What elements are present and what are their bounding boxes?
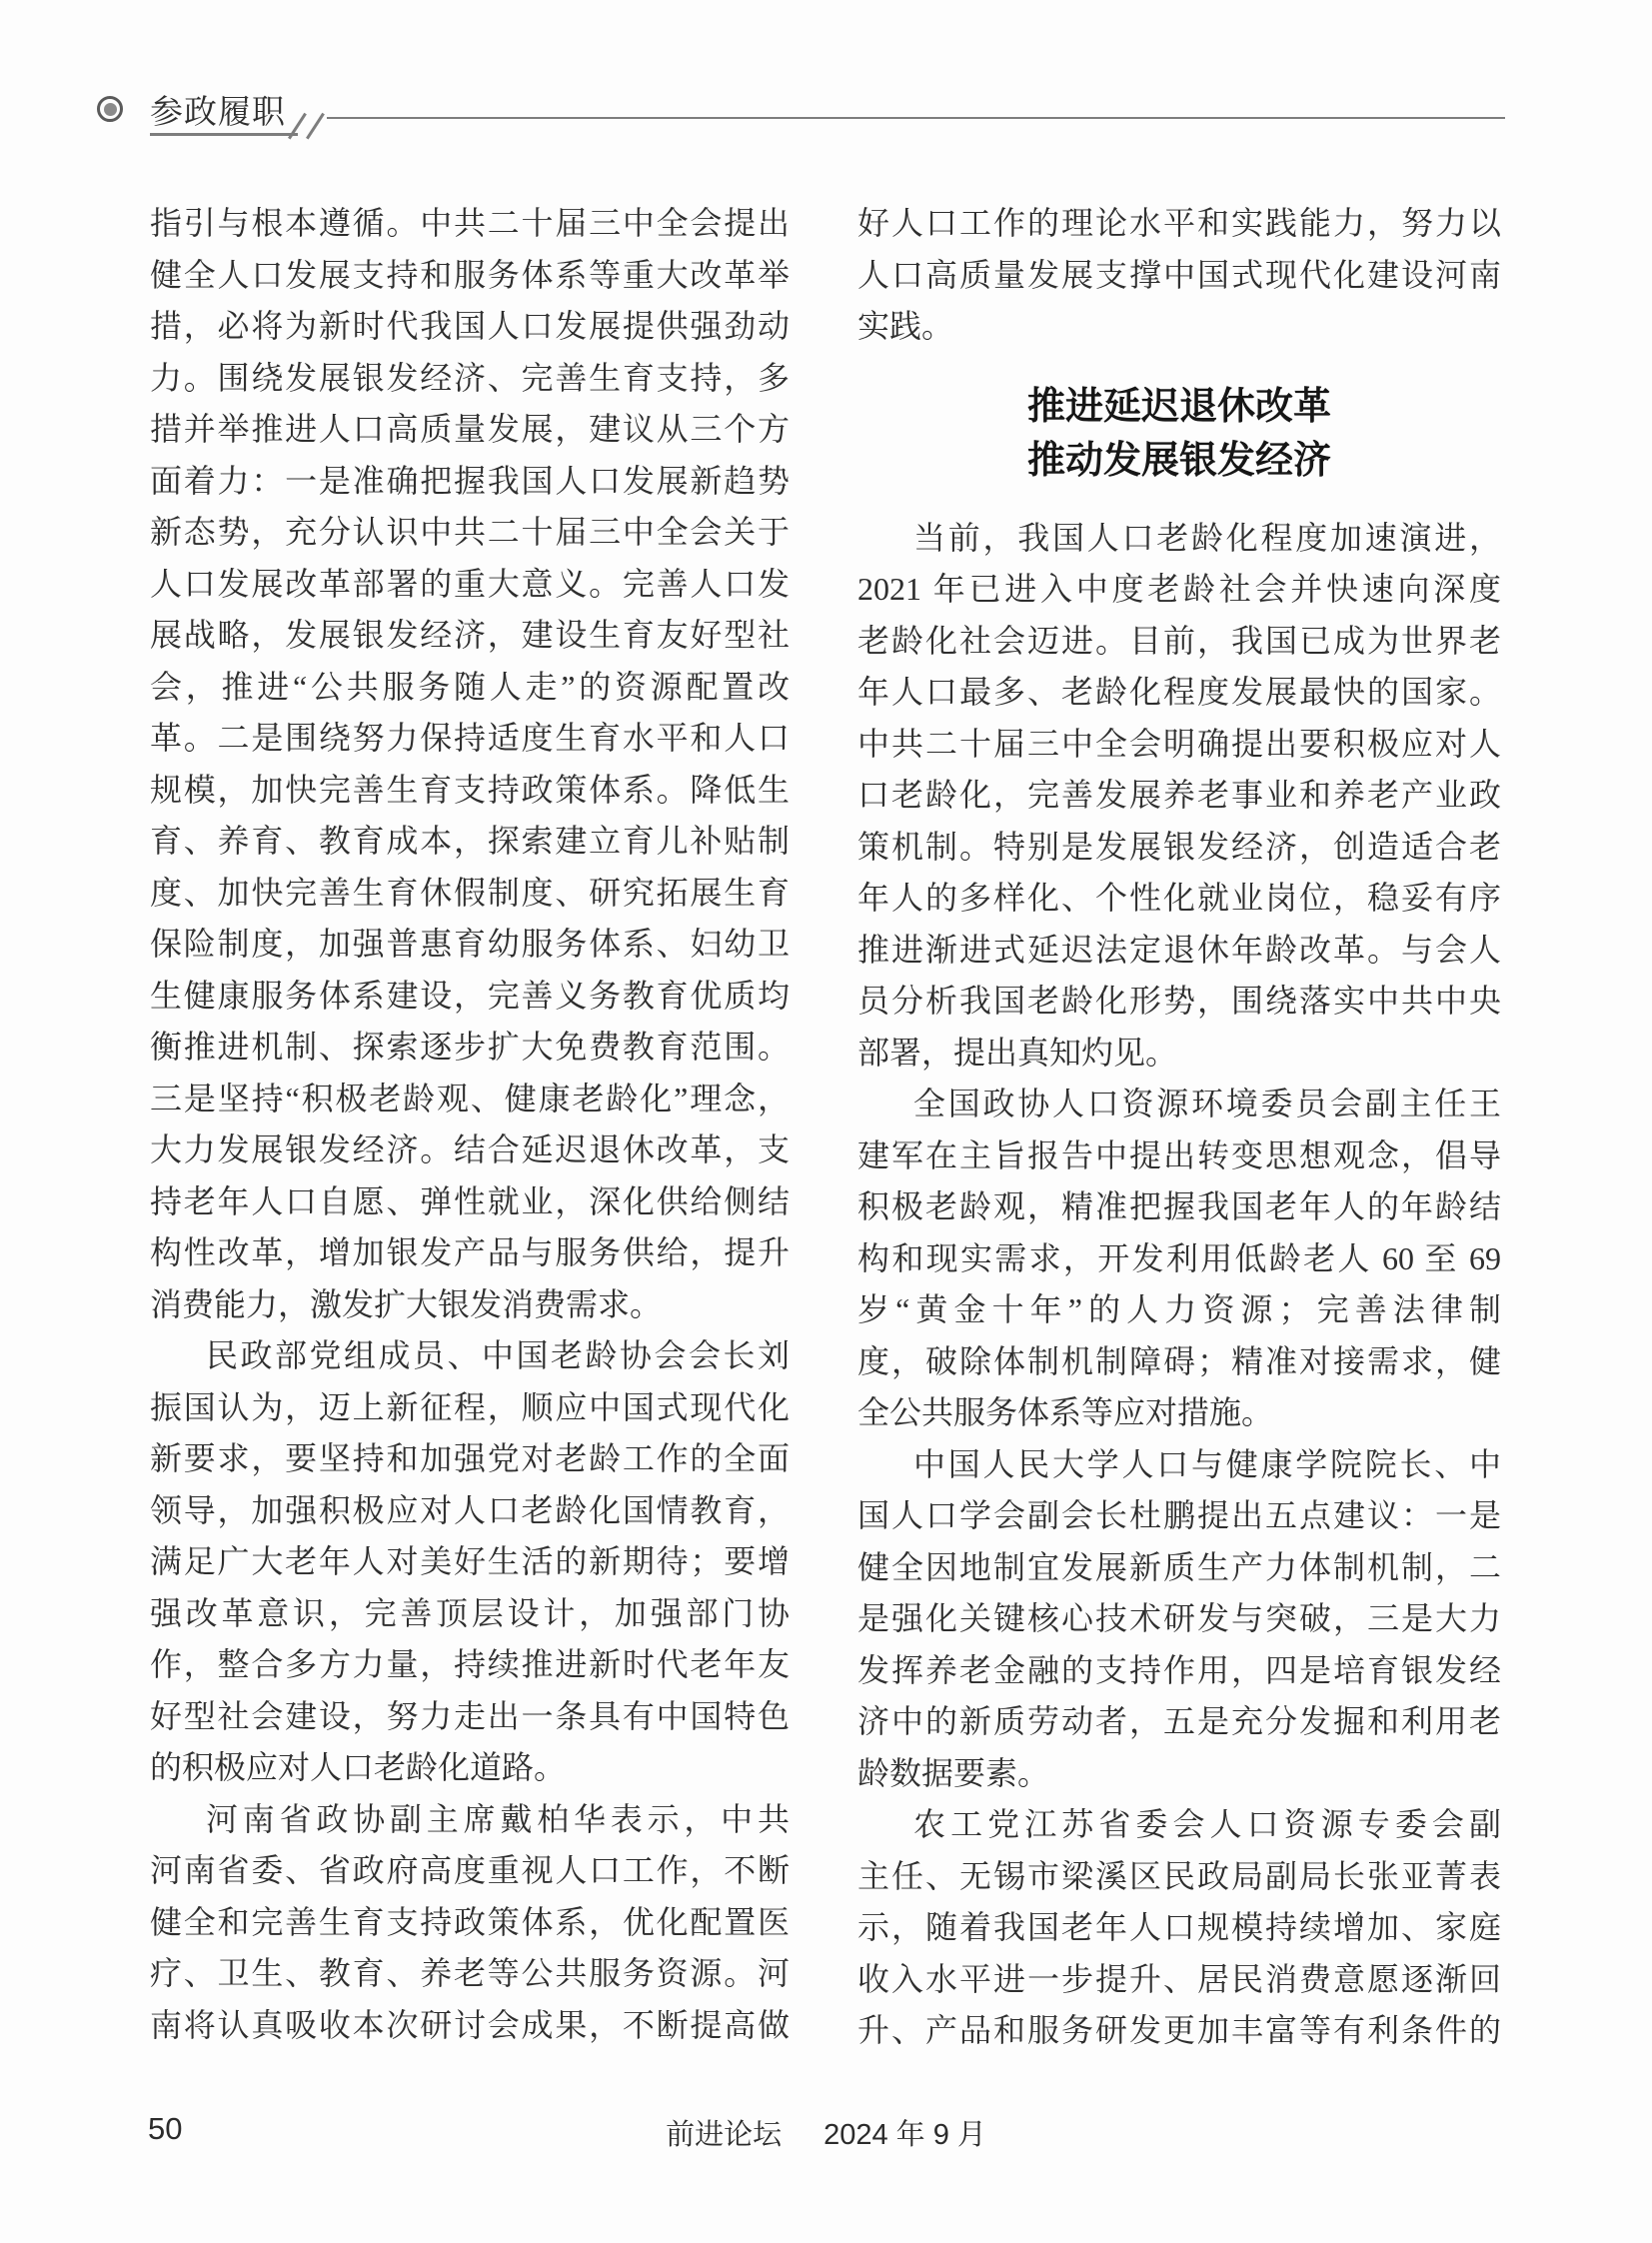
body-text-line: 度、加快完善生育休假制度、研究拓展生育 <box>150 874 790 911</box>
section-heading-line: 推进延迟退休改革 <box>1026 385 1331 428</box>
body-text-line: 力。围绕发展银发经济、完善生育支持，多 <box>150 359 790 396</box>
body-text-line: 年人口最多、老龄化程度发展最快的国家。 <box>857 674 1501 710</box>
body-text-line: 作，整合多方力量，持续推进新时代老年友 <box>150 1646 790 1682</box>
body-text-line: 面着力：一是准确把握我国人口发展新趋势 <box>150 462 790 499</box>
body-text-line: 推进渐进式延迟法定退休年龄改革。与会人 <box>857 931 1501 968</box>
body-text-line: 健全因地制宜发展新质生产力体制机制，二 <box>857 1548 1501 1585</box>
body-text-line: 保险制度，加强普惠育幼服务体系、妇幼卫 <box>150 926 790 962</box>
body-text-line: 岁“黄金十年”的人力资源；完善法律制 <box>857 1291 1501 1327</box>
body-text-line: 规模，加快完善生育支持政策体系。降低生 <box>150 771 790 808</box>
section-bullet-icon <box>97 96 123 122</box>
body-text-line: 南将认真吸收本次研讨会成果，不断提高做 <box>150 2006 790 2043</box>
body-text-line: 衡推进机制、探索逐步扩大免费教育范围。 <box>150 1029 790 1065</box>
body-text-line: 会，推进“公共服务随人走”的资源配置改 <box>150 668 790 705</box>
body-text-line: 疗、卫生、教育、养老等公共服务资源。河 <box>150 1955 790 1991</box>
header-rule <box>327 117 1505 119</box>
footer-center <box>0 2112 1652 2153</box>
body-text-line: 当前，我国人口老龄化程度加速演进， <box>913 519 1501 556</box>
body-text-line: 是强化关键核心技术研发与突破，三是大力 <box>857 1600 1501 1636</box>
body-text-line: 三是坚持“积极老龄观、健康老龄化”理念， <box>150 1080 790 1117</box>
header-underline <box>150 133 298 136</box>
body-text-line: 实践。 <box>857 308 954 344</box>
header-slash-icon <box>306 113 324 140</box>
body-text-line: 持老年人口自愿、弹性就业，深化供给侧结 <box>150 1182 790 1219</box>
body-text-line: 构性改革，增加银发产品与服务供给，提升 <box>150 1234 790 1270</box>
journal-name: 前进论坛 <box>666 2119 783 2151</box>
text-column-right <box>857 198 1501 2057</box>
issue-date: 2024 年 9 月 <box>824 2119 986 2151</box>
body-text-line: 健全人口发展支持和服务体系等重大改革举 <box>150 256 790 293</box>
body-text-line: 措，必将为新时代我国人口发展提供强劲动 <box>150 308 790 344</box>
section-heading <box>857 380 1501 488</box>
body-text-line: 的积极应对人口老龄化道路。 <box>150 1749 567 1785</box>
body-text-line: 措并举推进人口高质量发展，建议从三个方 <box>150 411 790 447</box>
body-text-line: 2021 年已进入中度老龄社会并快速向深度 <box>857 571 1501 607</box>
body-text-line: 育、养育、教育成本，探索建立育儿补贴制 <box>150 823 790 859</box>
body-text-line: 升、产品和服务研发更加丰富等有利条件的 <box>857 2012 1501 2048</box>
body-text-line: 员分析我国老龄化形势，围绕落实中共中央 <box>857 983 1501 1019</box>
body-text-line: 发挥养老金融的支持作用，四是培育银发经 <box>857 1651 1501 1688</box>
body-text-line: 年人的多样化、个性化就业岗位，稳妥有序 <box>857 880 1501 916</box>
body-text-line: 济中的新质劳动者，五是充分发掘和利用老 <box>857 1703 1501 1739</box>
body-text-line: 大力发展银发经济。结合延迟退休改革，支 <box>150 1131 790 1167</box>
body-text-line: 老龄化社会迈进。目前，我国已成为世界老 <box>857 622 1501 659</box>
section-heading-line: 推动发展银发经济 <box>1026 439 1331 482</box>
body-text-line: 农工党江苏省委会人口资源专委会副 <box>913 1806 1501 1842</box>
body-text-line: 指引与根本遵循。中共二十届三中全会提出 <box>150 205 790 241</box>
body-text-line: 人口发展改革部署的重大意义。完善人口发 <box>150 565 790 602</box>
body-text-line: 全公共服务体系等应对措施。 <box>857 1394 1274 1430</box>
body-text-line: 建军在主旨报告中提出转变思想观念，倡导 <box>857 1136 1501 1173</box>
body-text-line: 口老龄化，完善发展养老事业和养老产业政 <box>857 777 1501 813</box>
body-text-line: 好型社会建设，努力走出一条具有中国特色 <box>150 1697 790 1734</box>
body-text-line: 中国人民大学人口与健康学院院长、中 <box>913 1445 1501 1482</box>
body-text-line: 强改革意识，完善顶层设计，加强部门协 <box>150 1594 790 1631</box>
body-text-line: 革。二是围绕努力保持适度生育水平和人口 <box>150 720 790 756</box>
body-text-line: 新要求，要坚持和加强党对老龄工作的全面 <box>150 1440 790 1476</box>
body-text-line: 消费能力，激发扩大银发消费需求。 <box>150 1285 663 1322</box>
body-text-line: 策机制。特别是发展银发经济，创造适合老 <box>857 828 1501 865</box>
body-text-line: 度，破除体制机制障碍；精准对接需求，健 <box>857 1342 1501 1379</box>
body-text-line: 满足广大老年人对美好生活的新期待；要增 <box>150 1543 790 1579</box>
body-text-line: 展战略，发展银发经济，建设生育友好型社 <box>150 617 790 653</box>
section-label: 参政履职 <box>150 93 286 130</box>
body-text-line: 振国认为，迈上新征程，顺应中国式现代化 <box>150 1388 790 1425</box>
body-text-line: 新态势，充分认识中共二十届三中全会关于 <box>150 514 790 550</box>
body-text-line: 人口高质量发展支撑中国式现代化建设河南 <box>857 256 1501 293</box>
text-column-left <box>150 198 790 2051</box>
body-text-line: 示，随着我国老年人口规模持续增加、家庭 <box>857 1909 1501 1945</box>
body-text-line: 积极老龄观，精准把握我国老年人的年龄结 <box>857 1188 1501 1224</box>
body-text-line: 中共二十届三中全会明确提出要积极应对人 <box>857 725 1501 762</box>
body-text-line: 领导，加强积极应对人口老龄化国情教育， <box>150 1491 790 1528</box>
body-text-line: 国人口学会副会长杜鹏提出五点建议：一是 <box>857 1497 1501 1533</box>
body-text-line: 全国政协人口资源环境委员会副主任王 <box>913 1086 1501 1122</box>
body-text-line: 民政部党组成员、中国老龄协会会长刘 <box>206 1337 790 1373</box>
body-text-line: 好人口工作的理论水平和实践能力，努力以 <box>857 205 1501 241</box>
body-text-line: 河南省政协副主席戴柏华表示，中共 <box>206 1800 790 1837</box>
body-text-line: 主任、无锡市梁溪区民政局副局长张亚菁表 <box>857 1857 1501 1894</box>
body-text-line: 生健康服务体系建设，完善义务教育优质均 <box>150 977 790 1014</box>
body-text-line: 部署，提出真知灼见。 <box>857 1034 1178 1071</box>
body-text-line: 收入水平进一步提升、居民消费意愿逐渐回 <box>857 1960 1501 1997</box>
body-text-line: 河南省委、省政府高度重视人口工作，不断 <box>150 1852 790 1888</box>
body-text-line: 龄数据要素。 <box>857 1754 1050 1791</box>
page-number: 50 <box>148 2111 183 2146</box>
body-text-line: 健全和完善生育支持政策体系，优化配置医 <box>150 1903 790 1940</box>
body-text-line: 构和现实需求，开发利用低龄老人 60 至 69 <box>857 1239 1501 1276</box>
